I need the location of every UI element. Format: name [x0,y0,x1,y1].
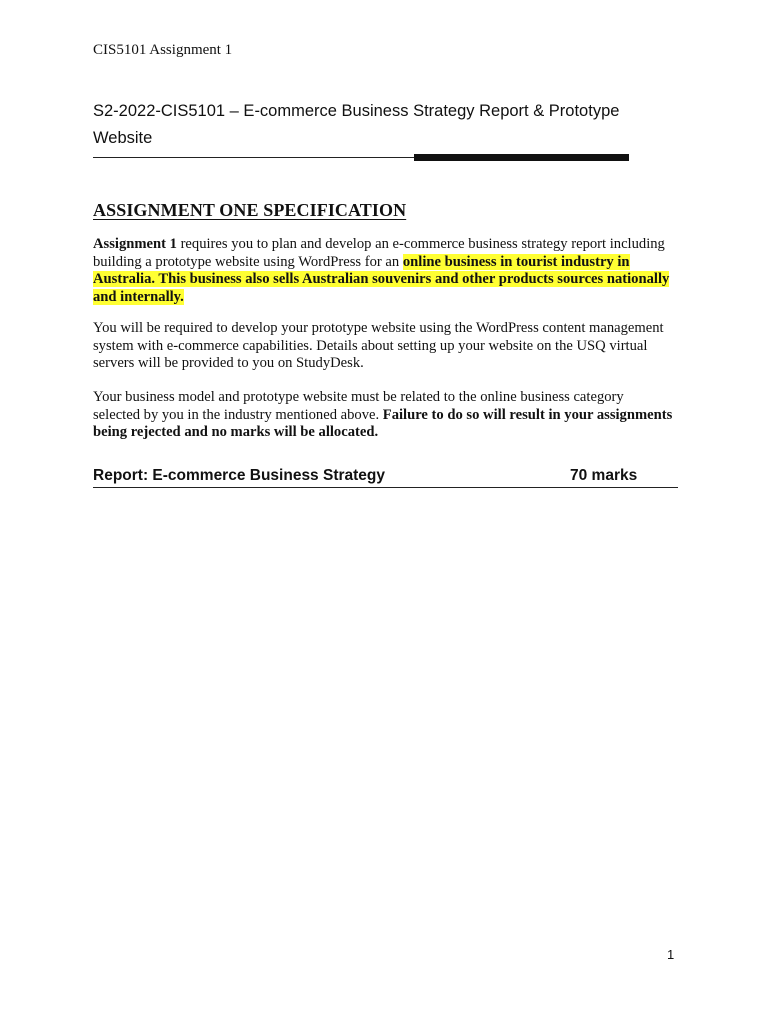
highlighted-business-description: online business in tourist industry in Australia. This business also sells Australian souvenirs and other products sources nationally and internally. [93,253,670,305]
wordpress-text: You will be required to develop your prototype website using the WordPress content management system with e-commerce capabilities. Details about setting up your website on the USQ virtual servers will be provided to you on StudyDesk. [93,320,664,372]
section-heading: ASSIGNMENT ONE SPECIFICATION [93,200,407,220]
title-rule-thin [93,157,415,158]
report-marks: 70 marks [570,467,638,484]
failure-warning: Failure to do so will result in your assignments being rejected and no marks will be allocated. [93,406,673,441]
wordpress-paragraph [93,320,673,373]
intro-text: requires you to plan and develop an e-commerce business strategy report including building a prototype website using WordPress for an [93,236,665,270]
title-rule-thick [414,154,629,161]
document-title [93,98,693,152]
document-title-line-2: Website [93,129,153,147]
business-model-paragraph [93,389,673,442]
running-header: CIS5101 Assignment 1 [93,42,233,58]
document-title-line-1: S2-2022-CIS5101 – E-commerce Business Strategy Report & Prototype [93,102,620,120]
report-title: Report: E-commerce Business Strategy [93,467,386,484]
assignment-label: Assignment 1 [93,236,177,252]
intro-paragraph [93,236,673,306]
report-heading-row [93,467,678,488]
page-number: 1 [667,947,675,962]
business-model-text: Your business model and prototype website must be related to the online business category selected by you in the industry mentioned above. [93,389,624,423]
